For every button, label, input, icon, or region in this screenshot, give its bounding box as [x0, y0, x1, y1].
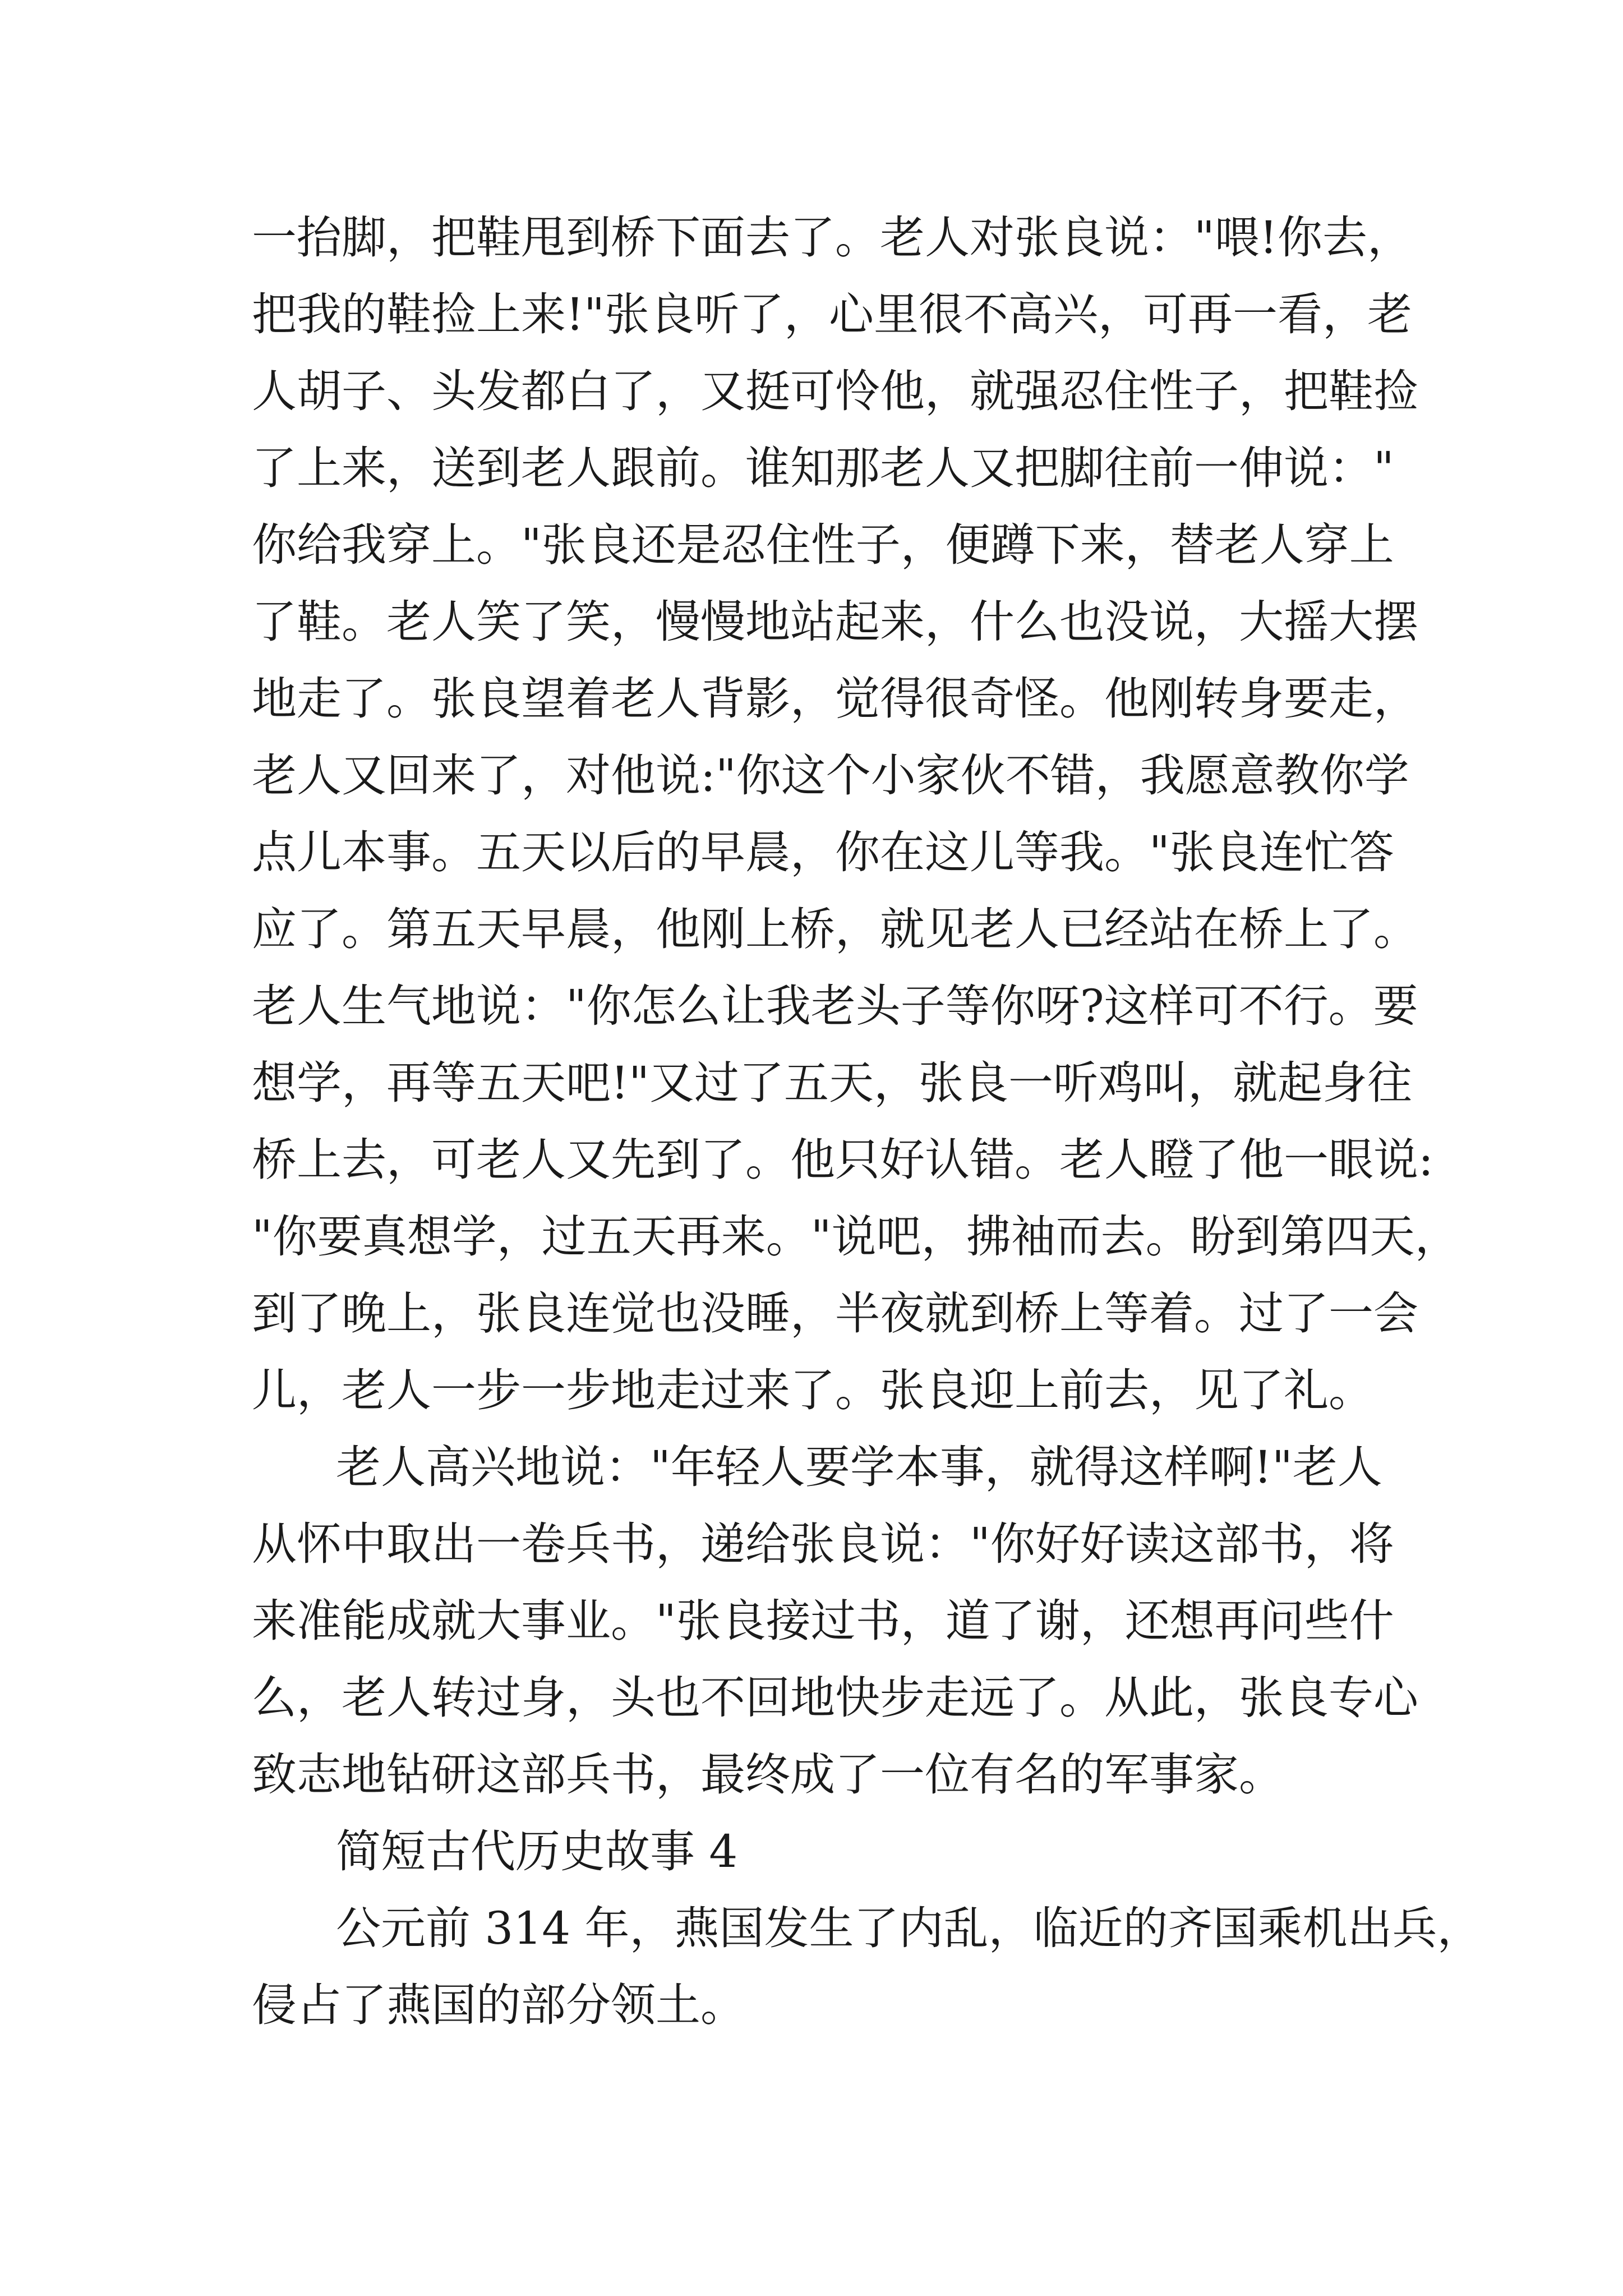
text-line: 想学，再等五天吧!"又过了五天，张良一听鸡叫，就起身往 — [252, 1057, 1412, 1109]
text-line: 来准能成就大事业。"张良接过书，道了谢，还想再问些什 — [252, 1595, 1394, 1647]
text-line: 地走了。张良望着老人背影，觉得很奇怪。他刚转身要走， — [252, 673, 1418, 725]
paragraph-start-line: 老人高兴地说："年轻人要学本事，就得这样啊!"老人 — [336, 1441, 1382, 1493]
text-line: 了鞋。老人笑了笑，慢慢地站起来，什么也没说，大摇大摆 — [252, 596, 1418, 648]
text-line: 了上来，送到老人跟前。谁知那老人又把脚往前一伸说：" — [252, 442, 1394, 494]
document-body — [252, 199, 1482, 2044]
text-line: 儿，老人一步一步地走过来了。张良迎上前去，见了礼。 — [252, 1364, 1373, 1416]
text-line: 人胡子、头发都白了，又挺可怜他，就强忍住性子，把鞋捡 — [252, 365, 1418, 417]
section-heading: 简短古代历史故事 4 — [336, 1825, 738, 1878]
text-line: 点儿本事。五天以后的早晨，你在这儿等我。"张良连忙答 — [252, 826, 1394, 878]
text-line: 把我的鞋捡上来!"张良听了，心里很不高兴，可再一看，老 — [252, 288, 1412, 341]
text-line: 到了晚上，张良连觉也没睡，半夜就到桥上等着。过了一会 — [252, 1287, 1418, 1340]
text-line: 应了。第五天早晨，他刚上桥，就见老人已经站在桥上了。 — [252, 903, 1418, 955]
text-line: 一抬脚，把鞋甩到桥下面去了。老人对张良说："喂!你去， — [252, 211, 1412, 264]
text-line: "你要真想学，过五天再来。"说吧，拂袖而去。盼到第四天， — [252, 1211, 1460, 1263]
text-line: 桥上去，可老人又先到了。他只好认错。老人瞪了他一眼说: — [252, 1134, 1433, 1186]
text-line: 老人又回来了，对他说:"你这个小家伙不错，我愿意教你学 — [252, 749, 1409, 802]
text-line: 侵占了燕国的部分领土。 — [252, 1979, 745, 2031]
text-line: 致志地钻研这部兵书，最终成了一位有名的军事家。 — [252, 1749, 1284, 1801]
text-line: 从怀中取出一卷兵书，递给张良说："你好好读这部书，将 — [252, 1518, 1394, 1570]
text-line: 老人生气地说："你怎么让我老头子等你呀?这样可不行。要 — [252, 980, 1418, 1032]
text-line: 你给我穿上。"张良还是忍住性子，便蹲下来，替老人穿上 — [252, 519, 1394, 571]
paragraph-start-line: 公元前 314 年，燕国发生了内乱，临近的齐国乘机出兵， — [336, 1902, 1482, 1954]
text-line: 么，老人转过身，头也不回地快步走远了。从此，张良专心 — [252, 1672, 1418, 1724]
